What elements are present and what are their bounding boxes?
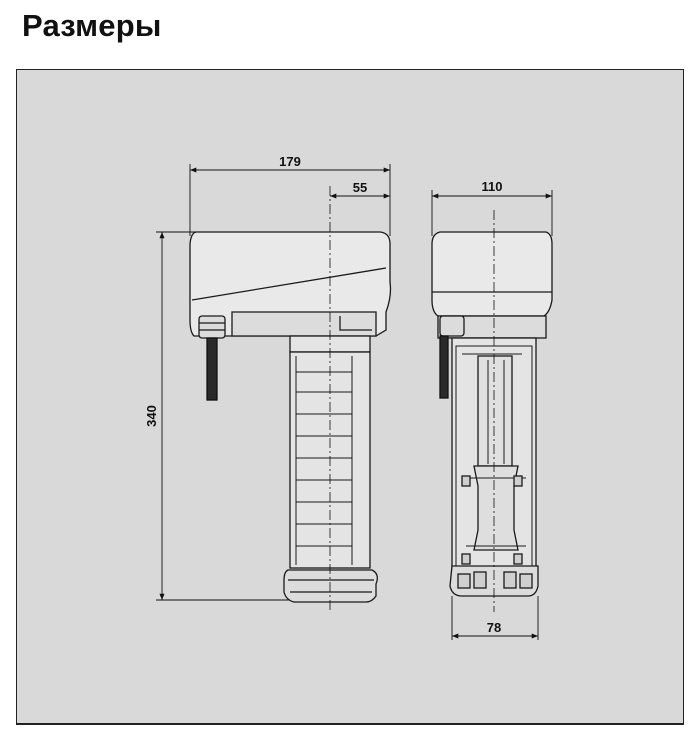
dim-label-78: 78 bbox=[486, 620, 502, 635]
side-cable bbox=[440, 336, 448, 398]
cable bbox=[207, 338, 217, 400]
front-housing-lower bbox=[232, 312, 376, 336]
cable-gland bbox=[199, 316, 225, 338]
dim-label-55: 55 bbox=[352, 180, 368, 195]
dim-label-110: 110 bbox=[481, 179, 503, 194]
page-title: Размеры bbox=[22, 8, 162, 43]
dim-label-340: 340 bbox=[144, 405, 159, 427]
front-coupling bbox=[284, 570, 377, 602]
side-cable-gland bbox=[440, 316, 464, 336]
side-spindle-lower bbox=[474, 466, 518, 550]
side-housing-cover bbox=[432, 232, 552, 316]
dim-label-179: 179 bbox=[279, 154, 301, 169]
side-spindle-upper bbox=[478, 356, 512, 466]
